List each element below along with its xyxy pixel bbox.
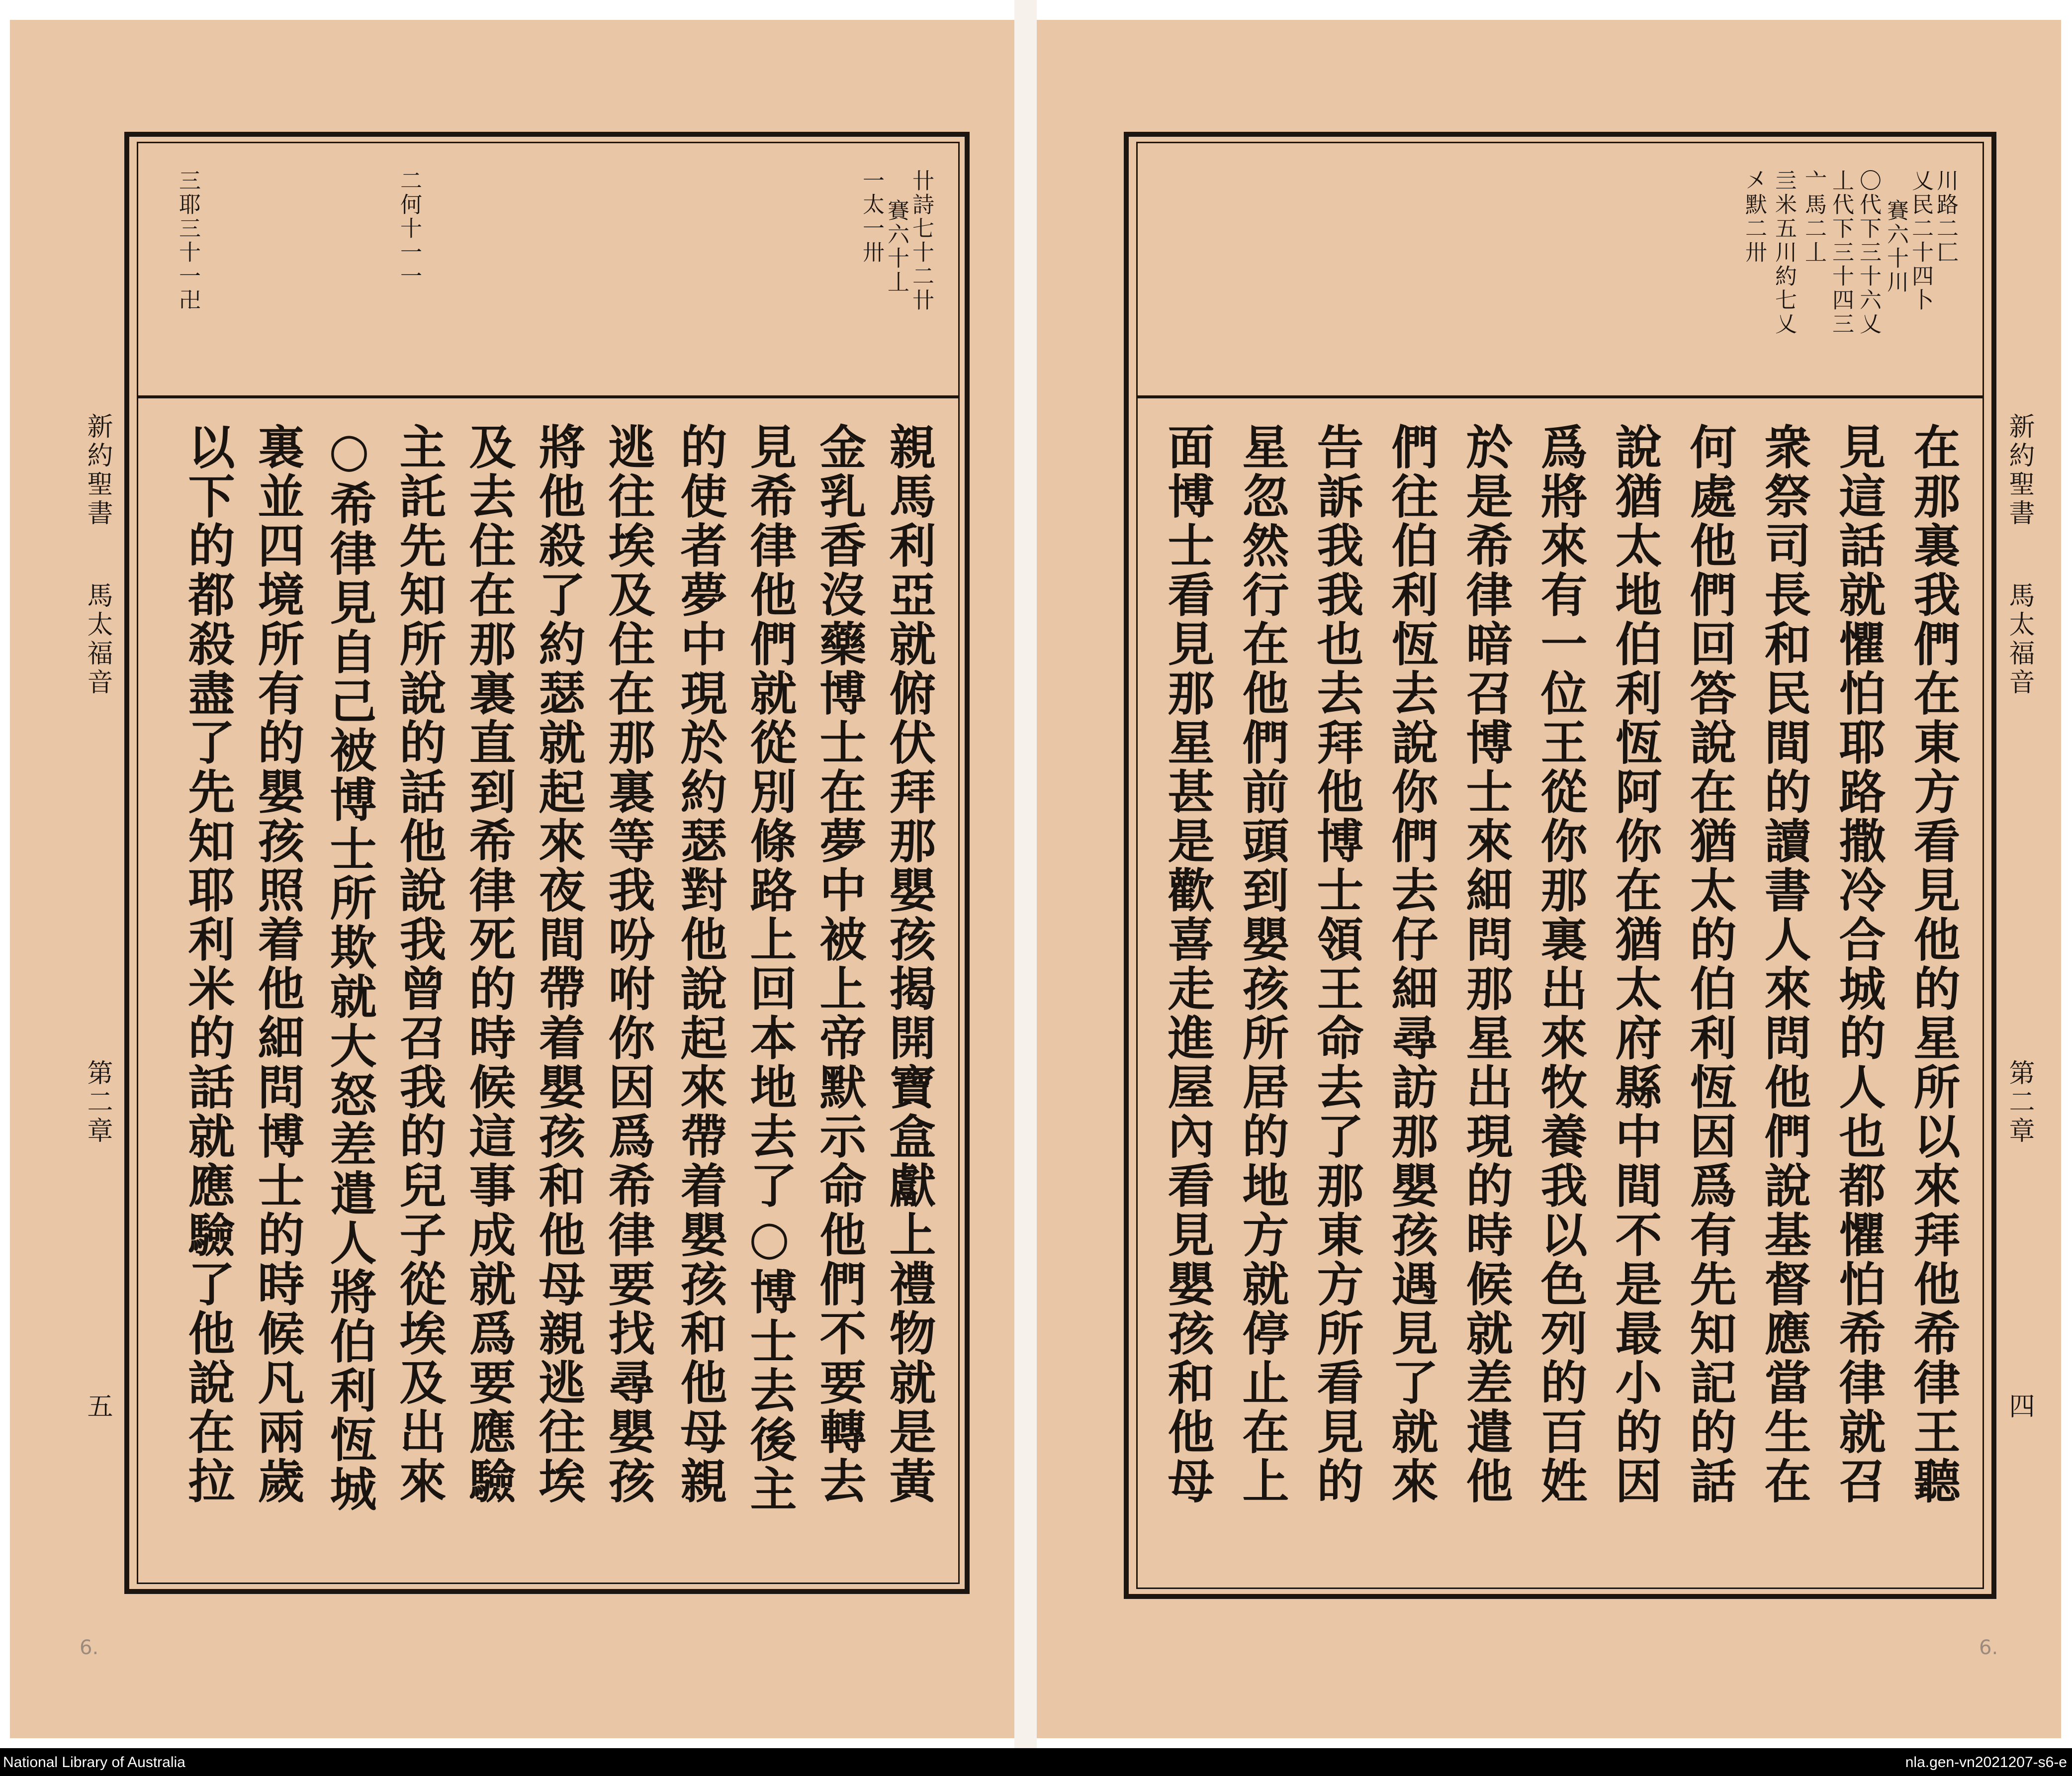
right-note-6: 亠馬二丄 — [1801, 169, 1826, 265]
footer-institution: National Library of Australia — [3, 1754, 185, 1771]
left-text-column-1: 親馬利亞就俯伏拜那嬰孩揭開寶盒獻上禮物就是黃 — [881, 423, 936, 1506]
right-page — [1037, 20, 2061, 1738]
left-text-column-6: 將他殺了約瑟就起來夜間帶着嬰孩和他母親逃往埃 — [531, 423, 585, 1506]
right-text-column-8: 們往伯利恆去說你們去仔細尋訪那嬰孩遇見了就來 — [1383, 423, 1438, 1506]
right-note-4: 〇代下三十六乂 — [1856, 169, 1881, 336]
right-text-column-4: 何處他們回答說在猶太的伯利恆因爲有先知記的話 — [1682, 423, 1736, 1506]
right-note-5: 丄代下三十四三 — [1828, 169, 1854, 336]
footer-bar — [0, 1748, 2072, 1776]
left-text-column-5: 逃往埃及住在那裏等我吩咐你因爲希律要找尋嬰孩 — [600, 423, 655, 1506]
right-text-column-2: 見這話就懼怕耶路撒冷合城的人也都懼怕希律就召 — [1831, 423, 1886, 1506]
left-page — [10, 20, 1014, 1738]
right-text-column-3: 衆祭司長和民間的讀書人來問他們說基督應當生在 — [1756, 423, 1811, 1506]
right-text-column-1: 在那裏我們在東方看見他的星所以來拜他希律王聽 — [1905, 423, 1960, 1506]
left-text-column-3: 見希律他們就從別條路上回本地去了○博士去後主 — [742, 423, 797, 1514]
left-text-column-8: 主託先知所說的話他說我曾召我的兒子從埃及出來 — [391, 423, 446, 1506]
left-page-number: 五 — [83, 1393, 112, 1421]
left-note-5: 三耶三十一卍 — [175, 169, 200, 312]
right-note-7: 亖米五川約七乂 — [1771, 169, 1797, 336]
left-text-column-2: 金乳香沒藥博士在夢中被上帝默示命他們不要轉去 — [811, 423, 866, 1506]
right-chapter-label: 第二章 — [2004, 1059, 2034, 1146]
left-notes-divider — [137, 395, 960, 398]
right-text-column-10: 星忽然行在他們前頭到嬰孩所居的地方就停止在上 — [1234, 423, 1289, 1506]
left-chapter-label: 第二章 — [83, 1059, 112, 1146]
left-text-column-10: 裏並四境所有的嬰孩照着他細問博士的時候凡兩歲 — [250, 423, 304, 1506]
right-note-1: 川路二匚 — [1933, 169, 1958, 265]
left-text-column-9: ○希律見自己被博士所欺就大怒差遣人將伯利恆城 — [322, 423, 376, 1514]
right-text-column-7: 於是希律暗召博士來細問那星出現的時候就差遣他 — [1458, 423, 1513, 1506]
right-note-8: 㐅默二卅 — [1741, 169, 1767, 265]
left-text-column-4: 的使者夢中現於約瑟對他說起來帶着嬰孩和他母親 — [672, 423, 727, 1506]
left-note-1: 卄詩七十二卄 — [908, 169, 934, 312]
right-text-column-5: 說猶太地伯利恆阿你在猶太府縣中間不是最小的因 — [1607, 423, 1662, 1506]
right-text-column-9: 告訴我我也去拜他博士領王命去了那東方所看見的 — [1309, 423, 1363, 1506]
right-note-3: 賽六十川 — [1883, 199, 1908, 294]
right-text-column-6: 爲將來有一位王從你那裏出來牧養我以色列的百姓 — [1532, 423, 1587, 1506]
right-text-column-11: 面博士看見那星甚是歡喜走進屋內看見嬰孩和他母 — [1160, 423, 1214, 1506]
right-book-title: 新約聖書 — [2004, 413, 2034, 528]
left-book-title: 新約聖書 — [83, 413, 112, 528]
book-gutter — [1014, 0, 1037, 1751]
right-pencil-mark: 6. — [1979, 1636, 1998, 1659]
left-text-column-11: 以下的都殺盡了先知耶利米的話就應驗了他說在拉 — [180, 423, 235, 1506]
right-note-2: 乂民二十四卜 — [1908, 169, 1933, 312]
right-gospel-title: 馬太福音 — [2004, 582, 2034, 697]
right-notes-divider — [1136, 395, 1984, 398]
left-note-3: 一太一卅 — [859, 169, 884, 265]
left-note-2: 賽六十丄 — [884, 199, 909, 294]
right-page-number: 四 — [2004, 1393, 2034, 1421]
left-note-4: 二何十一一 — [396, 169, 422, 288]
left-pencil-mark: 6. — [80, 1636, 99, 1659]
left-text-column-7: 及去住在那裏直到希律死的時候這事成就爲要應驗 — [461, 423, 516, 1506]
footer-identifier: nla.gen-vn2021207-s6-e — [1905, 1754, 2067, 1771]
left-gospel-title: 馬太福音 — [83, 582, 112, 697]
